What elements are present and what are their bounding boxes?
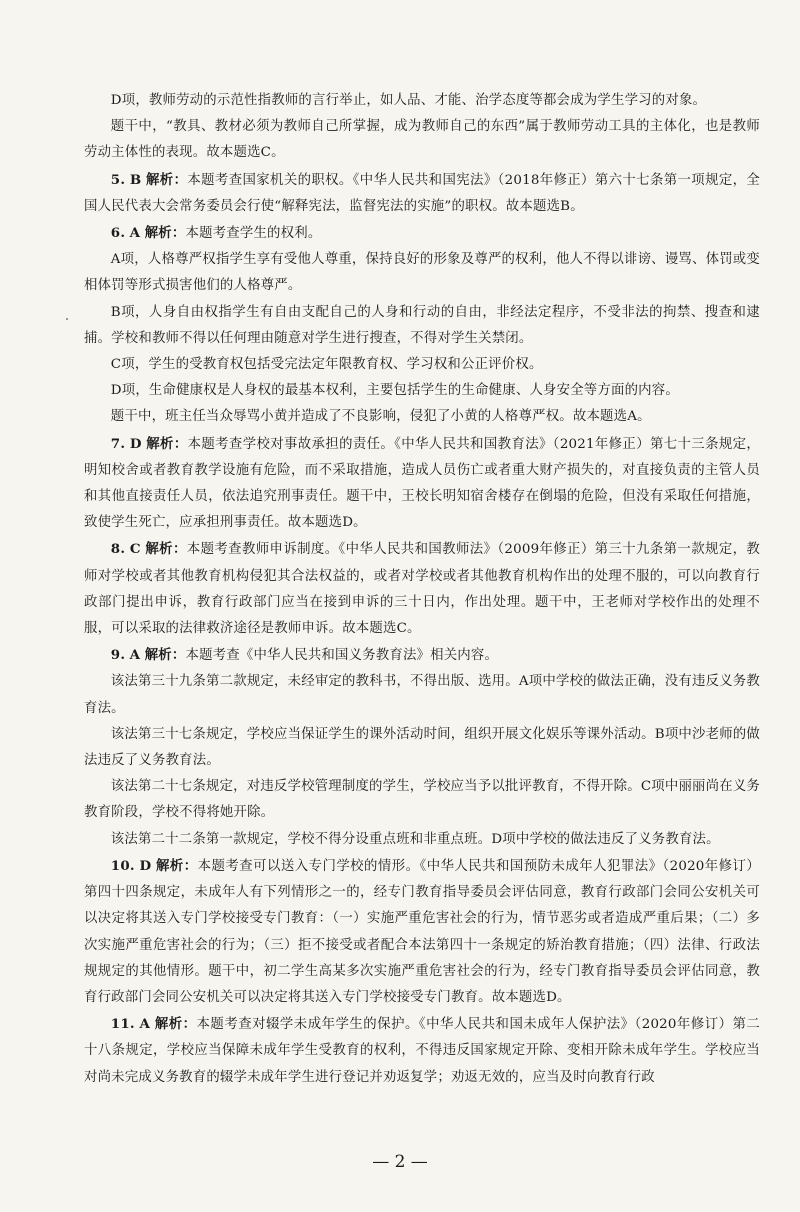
text-paragraph <box>84 114 760 166</box>
paragraph-text: 本题考查《中华人民共和国义务教育法》相关内容。 <box>185 648 499 664</box>
question-number: 5. <box>110 171 126 188</box>
paragraph-text: 该法第三十九条第二款规定，未经审定的教科书，不得出版、选用。A项中学校的做法正确，没有违反义务教育法。 <box>84 674 760 716</box>
text-paragraph <box>84 300 760 352</box>
paragraph-text: 本题考查学生的权利。 <box>185 226 322 242</box>
answer-paragraph <box>84 167 760 220</box>
paragraph-text: 本题考查学校对事故承担的责任。《中华人民共和国教育法》（2021年修正）第七十三条规定，明知校舍或者教育教学设施有危险，而不采取措施，造成人员伤亡或者重大财产损失的，对直接负责的主管人员和其他直接责任人员，依法追究刑事责任。题干中，王校长明知宿舍楼存在倒塌的危险，但没有采取任何措施，致使学生死亡，应承担刑事责任。故本题选D。 <box>84 436 760 531</box>
paragraph-text: 题干中，“教具、教材必须为教师自己所掌握，成为教师自己的东西”属于教师劳动工具的主体化，也是教师劳动主体性的表现。故本题选C。 <box>84 119 760 161</box>
question-number: 6. <box>110 225 126 242</box>
answer-letter: A <box>129 225 141 242</box>
text-paragraph <box>84 88 760 114</box>
text-paragraph <box>84 722 760 774</box>
answer-paragraph <box>84 220 760 247</box>
analysis-label: 解析： <box>154 1016 197 1033</box>
content-body <box>84 88 760 1091</box>
paragraph-text: B项，人身自由权指学生有自由支配自己的人身和行动的自由，非经法定程序，不受非法的拘禁、搜查和逮捕。学校和教师不得以任何理由随意对学生进行搜查，不得对学生关禁闭。 <box>84 304 760 346</box>
answer-paragraph <box>84 642 760 669</box>
answer-paragraph <box>84 853 760 1011</box>
paragraph-text: 本题考查对辍学未成年学生的保护。《中华人民共和国未成年人保护法》（2020年修订）第二十八条规定，学校应当保障未成年学生受教育的权利，不得违反国家规定开除、变相开除未成年学生。学校应当对尚未完成义务教育的辍学未成年学生进行登记并劝返复学；劝返无效的，应当及时向教育行政 <box>84 1017 760 1085</box>
paragraph-text: 题干中，班主任当众辱骂小黄并造成了不良影响，侵犯了小黄的人格尊严权。故本题选A。 <box>110 409 651 425</box>
text-paragraph <box>84 404 760 430</box>
analysis-label: 解析： <box>146 171 188 188</box>
page-number: — 2 — <box>372 1152 428 1172</box>
answer-paragraph <box>84 536 760 642</box>
answer-letter: C <box>129 541 141 558</box>
text-paragraph <box>84 378 760 404</box>
paragraph-text: 本题考查国家机关的职权。《中华人民共和国宪法》（2018年修正）第六十七条第一项规定，全国人民代表大会常务委员会行使“解释宪法，监督宪法的实施”的职权。故本题选B。 <box>84 172 760 214</box>
question-number: 9. <box>110 647 126 664</box>
text-paragraph <box>84 827 760 853</box>
answer-letter: D <box>139 857 152 874</box>
paragraph-text: 该法第二十二条第一款规定，学校不得分设重点班和非重点班。D项中学校的做法违反了义务教育法。 <box>110 831 720 847</box>
paragraph-text: 该法第二十七条规定，对违反学校管理制度的学生，学校应当予以批评教育，不得开除。C项中丽丽尚在义务教育阶段，学校不得将她开除。 <box>84 779 760 821</box>
text-paragraph <box>84 774 760 826</box>
analysis-label: 解析： <box>145 541 187 558</box>
analysis-label: 解析： <box>156 857 198 874</box>
scan-speck <box>66 318 68 320</box>
paragraph-text: A项，人格尊严权指学生享有受他人尊重，保持良好的形象及尊严的权利，他人不得以诽谤、谩骂、体罚或变相体罚等形式损害他们的人格尊严。 <box>84 252 760 294</box>
answer-letter: D <box>129 435 142 452</box>
paragraph-text: D项，教师劳动的示范性指教师的言行举止，如人品、才能、治学态度等都会成为学生学习的对象。 <box>110 93 707 108</box>
paragraph-text: C项，学生的受教育权包括受完法定年限教育权、学习权和公正评价权。 <box>110 357 543 373</box>
question-number: 10. <box>110 857 135 874</box>
text-paragraph <box>84 247 760 299</box>
answer-paragraph <box>84 431 760 537</box>
paragraph-text: D项，生命健康权是人身权的最基本权利，主要包括学生的生命健康、人身安全等方面的内容。 <box>110 383 679 399</box>
question-number: 8. <box>110 541 126 558</box>
paragraph-text: 本题考查教师申诉制度。《中华人民共和国教师法》（2009年修正）第三十九条第一款规定，教师对学校或者其他教育机构侵犯其合法权益的，或者对学校或者其他教育机构作出的处理不服的，可以向教育行政部门提出申诉，教育行政部门应当在接到申诉的三十日内，作出处理。题干中，王老师对学校作出的处理不服，可以采取的法律救济途径是教师申诉。故本题选C。 <box>84 542 760 637</box>
answer-letter: A <box>129 647 141 664</box>
answer-letter: A <box>139 1016 151 1033</box>
paragraph-text: 该法第三十七条规定，学校应当保证学生的课外活动时间，组织开展文化娱乐等课外活动。B项中沙老师的做法违反了义务教育法。 <box>84 726 760 769</box>
question-number: 11. <box>110 1016 135 1033</box>
question-number: 7. <box>110 435 126 452</box>
analysis-label: 解析： <box>144 647 186 664</box>
analysis-label: 解析： <box>146 435 188 452</box>
text-paragraph <box>84 669 760 721</box>
answer-paragraph <box>84 1011 760 1091</box>
text-paragraph <box>84 352 760 378</box>
paragraph-text: 本题考查可以送入专门学校的情形。《中华人民共和国预防未成年人犯罪法》（2020年修订）第四十四条规定，未成年人有下列情形之一的，经专门教育指导委员会评估同意，教育行政部门会同公安机关可以决定将其送入专门学校接受专门教育：（一）实施严重危害社会的行为，情节恶劣或者造成严重后果；（二）多次实施严重危害社会的行为；（三）拒不接受或者配合本法第四十一条规定的矫治教育措施；（四）法律、行政法规规定的其他情形。题干中，初二学生高某多次实施严重危害社会的行为，经专门教育指导委员会评估同意，教育行政部门会同公安机关可以决定将其送入专门学校接受专门教育。故本题选D。 <box>84 858 760 1005</box>
analysis-label: 解析： <box>144 225 186 242</box>
answer-letter: B <box>129 171 142 188</box>
